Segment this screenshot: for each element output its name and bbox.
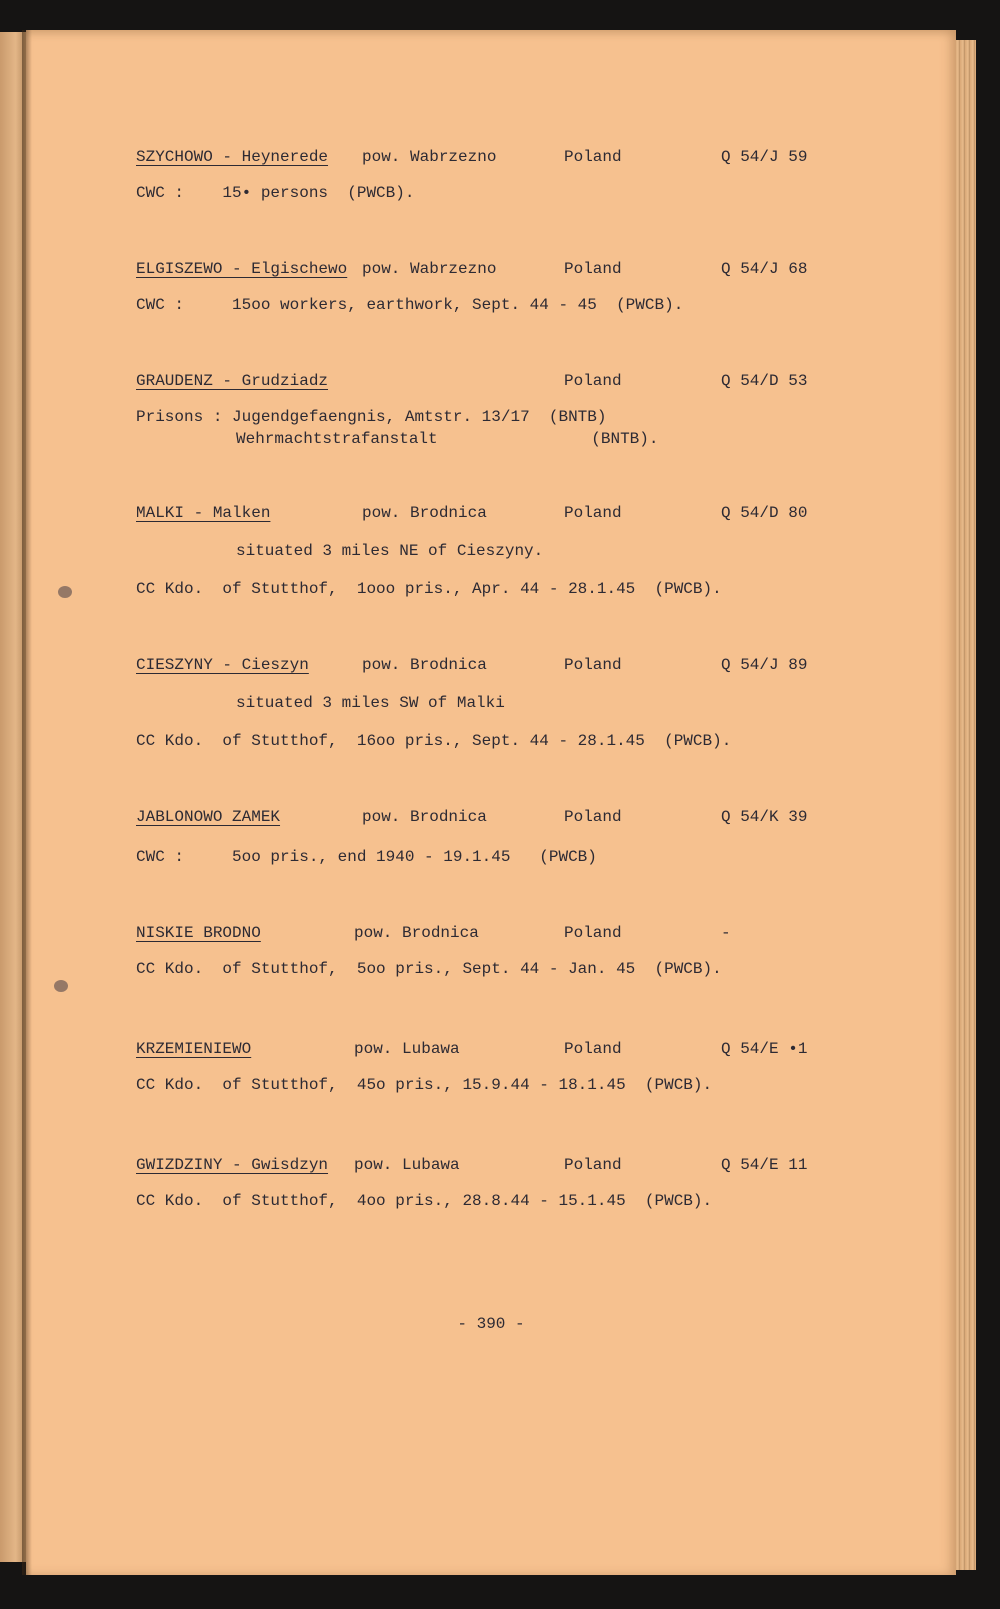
entry-place: MALKI - Malken (136, 504, 271, 522)
entry-district: pow. Brodnica (362, 504, 487, 522)
entry-place: GRAUDENZ - Grudziadz (136, 372, 329, 390)
entry-malki (136, 504, 856, 600)
entry-country: Poland (564, 504, 622, 522)
entry-grid-ref: Q 54/J 68 (721, 260, 808, 278)
entry-szychowo (136, 148, 856, 204)
entry-country: Poland (564, 1156, 622, 1174)
entry-location-note: situated 3 miles NE of Cieszyny. (236, 542, 544, 560)
entry-place: KRZEMIENIEWO (136, 1040, 252, 1058)
entry-place: GWIZDZINY - Gwisdzyn (136, 1156, 329, 1174)
spine-shadow (22, 30, 32, 1575)
entry-krzemieniewo (136, 1040, 856, 1096)
entry-country: Poland (564, 808, 622, 826)
entry-country: Poland (564, 148, 622, 166)
entry-place: SZYCHOWO - Heynerede (136, 148, 329, 166)
entry-detail: CC Kdo. of Stutthof, 4oo pris., 28.8.44 - 15.1.45 (PWCB). (136, 1192, 713, 1210)
entry-grid-ref: Q 54/J 89 (721, 656, 808, 674)
entry-district: pow. Brodnica (354, 924, 479, 942)
entry-grid-ref: Q 54/K 39 (721, 808, 808, 826)
entry-country: Poland (564, 924, 622, 942)
paper-stain (54, 980, 68, 992)
entry-detail: CC Kdo. of Stutthof, 1ooo pris., Apr. 44 - 28.1.45 (PWCB). (136, 580, 722, 598)
entry-district: pow. Lubawa (354, 1156, 460, 1174)
page-number: - 390 - (457, 1315, 525, 1333)
entry-district: pow. Brodnica (362, 656, 487, 674)
entry-detail-continued: Wehrmachtstrafanstalt (BNTB). (236, 430, 659, 448)
entry-graudenz (136, 372, 856, 450)
entry-district: pow. Wabrzezno (362, 148, 497, 166)
entry-place: ELGISZEWO - Elgischewo (136, 260, 348, 278)
paper-stain (58, 586, 72, 598)
entry-country: Poland (564, 1040, 622, 1058)
entry-district: pow. Brodnica (362, 808, 487, 826)
entry-country: Poland (564, 260, 622, 278)
entry-district: pow. Wabrzezno (362, 260, 497, 278)
entry-country: Poland (564, 656, 622, 674)
entry-district: pow. Lubawa (354, 1040, 460, 1058)
entry-detail: CWC : 15• persons (PWCB). (136, 184, 415, 202)
entry-grid-ref: Q 54/D 53 (721, 372, 808, 390)
entry-place: JABLONOWO ZAMEK (136, 808, 281, 826)
entry-place: CIESZYNY - Cieszyn (136, 656, 309, 674)
entry-detail: CC Kdo. of Stutthof, 16oo pris., Sept. 44 - 28.1.45 (PWCB). (136, 732, 732, 750)
entry-place: NISKIE BRODNO (136, 924, 261, 942)
entry-detail: CC Kdo. of Stutthof, 45o pris., 15.9.44 - 18.1.45 (PWCB). (136, 1076, 713, 1094)
entry-cieszyny (136, 656, 856, 752)
document-page (26, 30, 956, 1575)
entry-detail: CWC : 5oo pris., end 1940 - 19.1.45 (PWCB) (136, 848, 597, 866)
entry-grid-ref: Q 54/J 59 (721, 148, 808, 166)
entry-grid-ref: Q 54/E •1 (721, 1040, 808, 1058)
entry-grid-ref: - (721, 924, 731, 942)
entry-elgiszewo (136, 260, 856, 316)
entry-niskie-brodno (136, 924, 856, 980)
entry-detail: CWC : 15oo workers, earthwork, Sept. 44 - 45 (PWCB). (136, 296, 684, 314)
entry-grid-ref: Q 54/D 80 (721, 504, 808, 522)
entry-country: Poland (564, 372, 622, 390)
entry-jablonowo (136, 808, 856, 868)
entry-detail: CC Kdo. of Stutthof, 5oo pris., Sept. 44 - Jan. 45 (PWCB). (136, 960, 722, 978)
entry-grid-ref: Q 54/E 11 (721, 1156, 808, 1174)
entry-gwizdziny (136, 1156, 856, 1212)
entry-detail: Prisons : Jugendgefaengnis, Amtstr. 13/17 (BNTB) (136, 408, 607, 426)
entry-location-note: situated 3 miles SW of Malki (236, 694, 505, 712)
